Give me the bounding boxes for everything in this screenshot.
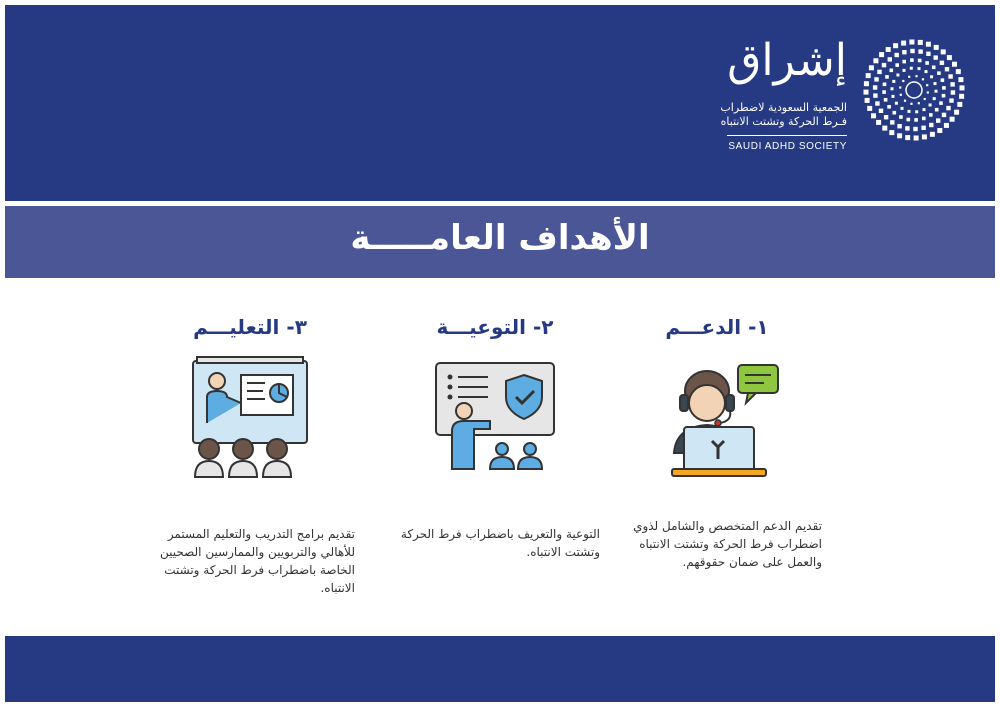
goal-description: تقديم الدعم المتخصص والشامل لذوي اضطراب فرط الحركة وتشتت الانتباه والعمل على ضمان حقوقهم. xyxy=(633,519,822,569)
goal-education xyxy=(145,315,355,597)
goal-support xyxy=(612,315,822,571)
goal-description: التوعية والتعريف باضطراب فرط الحركة وتشتت الانتباه. xyxy=(400,527,600,559)
logo-subtitle-line1: الجمعية السعودية لاضطراب xyxy=(720,101,847,114)
awareness-presentation-icon xyxy=(430,353,560,483)
logo-wordmark-ar: إشراق xyxy=(727,35,847,86)
classroom-training-icon xyxy=(185,353,315,483)
section-title-band xyxy=(5,206,995,278)
goal-heading: ٣- التعليـــم xyxy=(193,315,307,339)
goal-description: تقديم برامج التدريب والتعليم المستمر للأهالي والتربويين والممارسين الصحيين الخاصة باضطراب فرط الحركة وتشتت الانتباه. xyxy=(159,527,355,595)
goal-awareness xyxy=(390,315,600,561)
logo-subtitle-ar xyxy=(717,101,847,129)
support-agent-icon xyxy=(652,353,782,483)
logo-subtitle-line2: فـرط الحركة وتشتت الانتباه xyxy=(720,115,847,128)
footer-banner xyxy=(5,636,995,702)
section-title: الأهداف العامـــــة xyxy=(350,218,650,258)
saudi-adhd-society-logo xyxy=(720,31,973,161)
goal-heading: ٢- التوعيـــة xyxy=(436,315,554,339)
header-banner xyxy=(5,5,995,201)
goal-heading: ١- الدعـــم xyxy=(665,315,769,339)
logo-name-en: SAUDI ADHD SOCIETY xyxy=(728,141,847,152)
logo-divider xyxy=(727,135,847,136)
logo-dots-icon xyxy=(855,31,973,149)
